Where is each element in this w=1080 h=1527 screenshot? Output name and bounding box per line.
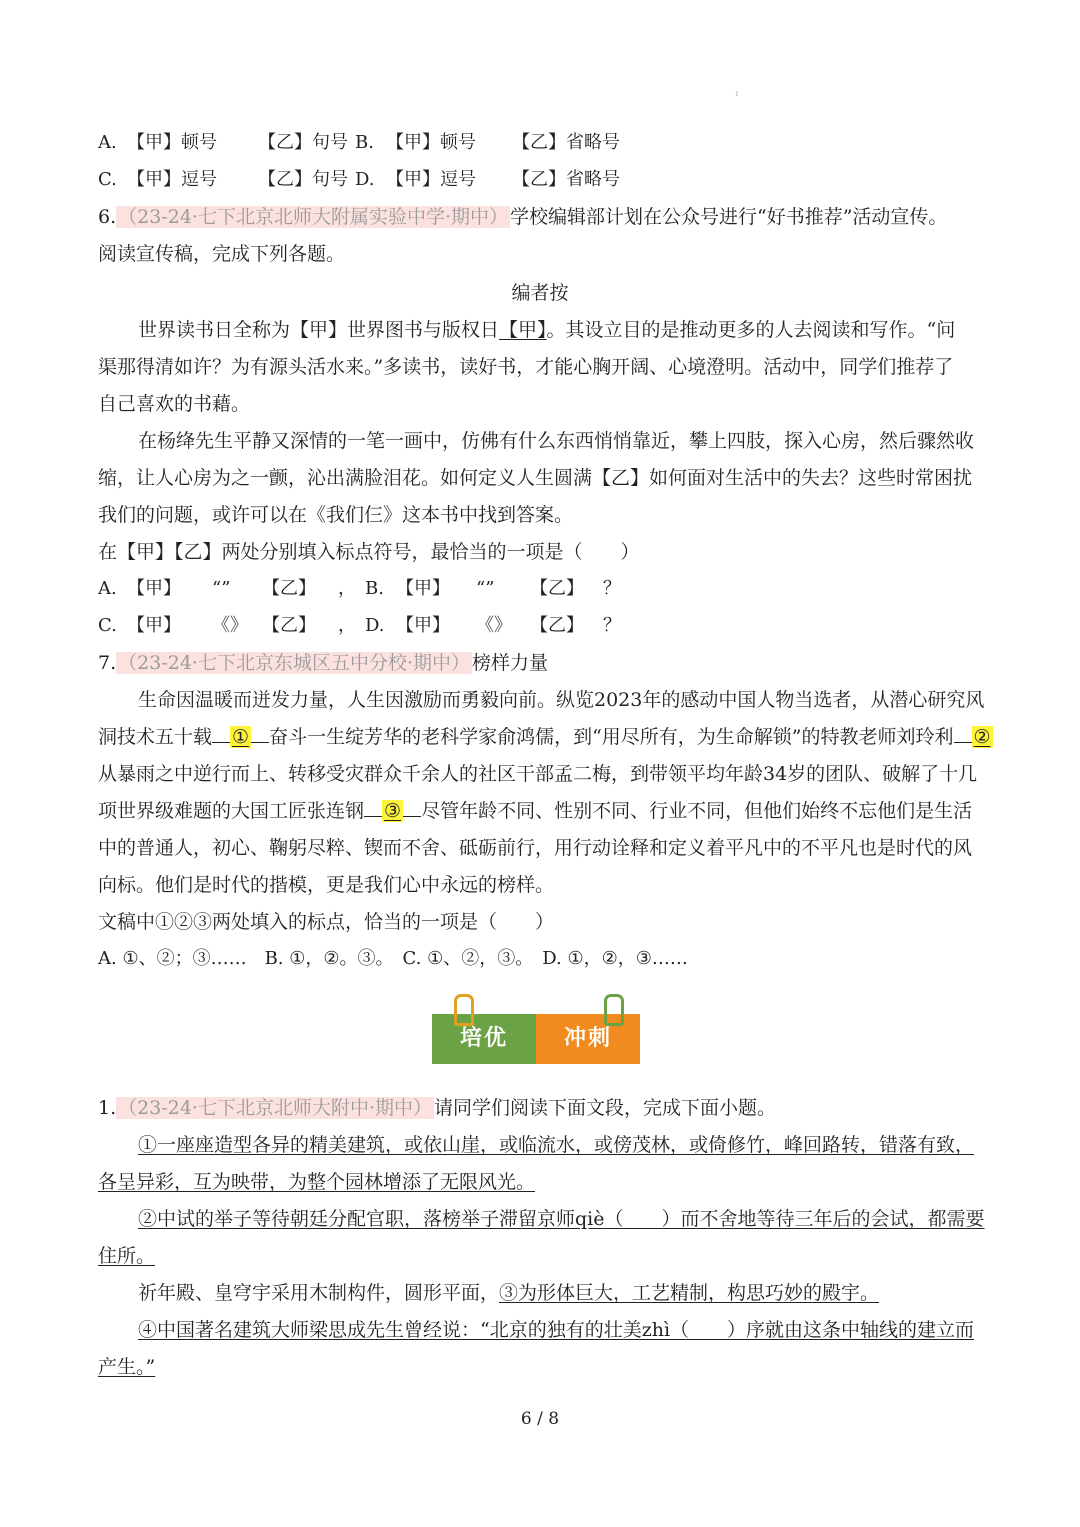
q6-para1-text-b: 。其设立目的是推动更多的人去阅读和写作。“问 <box>546 319 956 341</box>
q6-para1-text-a: 世界读书日全称为【甲】世界图书与版权日 <box>138 319 500 341</box>
q7-line3: 从暴雨之中逆行而上、转移受灾群众千余人的社区干部孟二梅，到带领平均年龄34岁的团队、破解了十几 <box>98 763 978 785</box>
p1-sentence3-text-b: ③为形体巨大，工艺精制，构思巧妙的殿宇。 <box>499 1282 880 1304</box>
q5-option-d-jia: 【甲】逗号 <box>386 169 476 190</box>
q7-line1: 生命因温暖而迸发力量，人生因激励而勇毅向前。纵览2023年的感动中国人物当选者，从潜心研究风 <box>138 689 985 711</box>
q7-line4 <box>98 798 972 824</box>
q6-option-c-yi-value: ， <box>338 615 356 636</box>
p1-sentence4-line2: 产生。” <box>98 1356 156 1378</box>
q6-option-c-yi: 【乙】 <box>262 615 316 636</box>
q6-intro-1: 学校编辑部计划在公众号进行“好书推荐”活动宣传。 <box>510 206 948 228</box>
p1-source-tag: （23-24·七下北京北师大附中·期中） <box>118 1097 432 1119</box>
q6-para1-line2: 渠那得清如许？为有源头活水来。”多读书，读好书，才能心胸开阔、心境澄明。活动中，同学们推荐了 <box>98 356 954 378</box>
q5-option-a-yi: 【乙】句号 <box>258 132 348 153</box>
q7-line2-text-b: 奋斗一生绽芳华的老科学家俞鸿儒，到“用尽所有，为生命解锁”的特教老师刘玲利 <box>269 726 954 748</box>
q6-option-d-jia: 【甲】 <box>396 615 450 636</box>
p1-sentence3-text-a: 祈年殿、皇穹宇采用木制构件，圆形平面， <box>138 1282 500 1304</box>
p1-sentence1-line1: ①一座座造型各异的精美建筑，或依山崖，或临流水，或傍茂林，或倚修竹，峰回路转，错落有致， <box>138 1134 975 1156</box>
page-number: 6 / 8 <box>520 1409 560 1429</box>
q7-blank-1-trail <box>251 724 269 743</box>
q5-option-d-yi: 【乙】省略号 <box>512 169 620 190</box>
q6-question: 在【甲】【乙】两处分别填入标点符号，最恰当的一项是（ ） <box>98 541 640 563</box>
p1-sentence2-line2: 住所。 <box>98 1245 156 1267</box>
q7-line4-text-a: 项世界级难题的大国工匠张连钢 <box>98 800 365 822</box>
q6-para1-line3: 自己喜欢的书藉。 <box>98 393 251 415</box>
q5-option-d-label: D. <box>355 169 375 190</box>
q6-option-d-yi-value: ？ <box>603 615 621 636</box>
q7-blank-3-lead <box>364 798 382 817</box>
q5-option-b-yi: 【乙】省略号 <box>512 132 620 153</box>
q6-blank-jia: 【甲】 <box>499 319 547 341</box>
q6-option-b-label: B. <box>365 578 384 599</box>
p1-number: 1. <box>98 1097 117 1119</box>
q7-blank-3-trail <box>403 798 421 817</box>
q5-option-b-label: B. <box>355 132 374 153</box>
p1-sentence1-line2: 各呈异彩，互为映带，为整个园林增添了无限风光。 <box>98 1171 536 1193</box>
q6-source-tag: （23-24·七下北京北师大附属实验中学·期中） <box>118 206 508 228</box>
q6-option-a-yi-value: ， <box>338 578 356 599</box>
q7-header <box>98 650 548 676</box>
binder-clip-left-icon <box>454 994 474 1026</box>
q7-source-tag: （23-24·七下北京东城区五中分校·期中） <box>118 652 470 674</box>
q6-option-d-yi: 【乙】 <box>530 615 584 636</box>
q5-option-c-label: C. <box>98 169 117 190</box>
banner-right-label: 冲刺 <box>536 1014 640 1064</box>
q6-option-a-jia-value: “” <box>212 578 231 599</box>
q7-blank-3: ③ <box>384 800 402 822</box>
q7-line4-text-b: 尽管年龄不同、性别不同、行业不同，但他们始终不忘他们是生活 <box>421 800 973 822</box>
q6-option-b-jia-value: “” <box>476 578 495 599</box>
q7-blank-1-lead <box>212 724 230 743</box>
q6-option-a-jia: 【甲】 <box>127 578 181 599</box>
q5-option-b-jia: 【甲】顿号 <box>386 132 476 153</box>
q6-option-a-yi: 【乙】 <box>262 578 316 599</box>
q6-para2-line2: 缩，让人心房为之一颤，沁出满脸泪花。如何定义人生圆满【乙】如何面对生活中的失去？这些时常困扰 <box>98 467 973 489</box>
binder-clip-right-icon <box>604 994 624 1026</box>
section-banner <box>432 1014 640 1064</box>
p1-sentence4-line1: ④中国著名建筑大师梁思成先生曾经说：“北京的独有的壮美zhì（ ）序就由这条中轴线的建立而 <box>138 1319 975 1341</box>
q6-option-c-jia: 【甲】 <box>127 615 181 636</box>
q6-para2-line3: 我们的问题，或许可以在《我们仨》这本书中找到答案。 <box>98 504 574 526</box>
p1-sentence3 <box>138 1280 879 1306</box>
q6-intro-2: 阅读宣传稿，完成下列各题。 <box>98 243 346 265</box>
p1-intro: 请同学们阅读下面文段，完成下面小题。 <box>434 1097 777 1119</box>
q5-option-c-jia: 【甲】逗号 <box>127 169 217 190</box>
q7-line2-text-a: 洞技术五十载 <box>98 726 213 748</box>
q7-blank-1: ① <box>232 726 250 748</box>
p1-header <box>98 1095 776 1121</box>
q7-number: 7. <box>98 652 117 674</box>
q6-option-b-yi-value: ？ <box>603 578 621 599</box>
q6-option-b-yi: 【乙】 <box>530 578 584 599</box>
p1-sentence2-line1: ②中试的举子等待朝廷分配官职，落榜举子滞留京师qiè（ ）而不舍地等待三年后的会试，都需要 <box>138 1208 985 1230</box>
q6-para2-line1: 在杨绛先生平静又深情的一笔一画中，仿佛有什么东西悄悄靠近，攀上四肢，探入心房，然后骤然收 <box>138 430 975 452</box>
q5-option-a-label: A. <box>98 132 117 153</box>
q6-option-b-jia: 【甲】 <box>396 578 450 599</box>
q7-question: 文稿中①②③两处填入的标点，恰当的一项是（ ） <box>98 911 555 933</box>
q5-option-c-yi: 【乙】句号 <box>258 169 348 190</box>
q6-para1-line1 <box>138 317 955 343</box>
q7-blank-2: ② <box>973 726 991 748</box>
q6-option-c-label: C. <box>98 615 117 636</box>
q7-blank-2-lead <box>954 724 972 743</box>
q5-option-a-jia: 【甲】顿号 <box>127 132 217 153</box>
q7-line6: 向标。他们是时代的揩模，更是我们心中永远的榜样。 <box>98 874 555 896</box>
banner-left-label: 培优 <box>432 1014 536 1064</box>
q6-option-d-jia-value: 《》 <box>476 615 512 636</box>
q6-option-c-jia-value: 《》 <box>212 615 248 636</box>
q7-title: 榜样力量 <box>472 652 549 674</box>
q6-option-a-label: A. <box>98 578 117 599</box>
q6-option-d-label: D. <box>365 615 385 636</box>
q6-header <box>98 204 947 230</box>
q7-line5: 中的普通人，初心、鞠躬尽粹、锲而不舍、砥砺前行，用行动诠释和定义着平凡中的不平凡也是时代的风 <box>98 837 973 859</box>
gutter-mark: 1 <box>735 91 739 98</box>
q7-options: A. ①、②；③…… B. ①，②。③。 C. ①、②，③。 D. ①，②，③…… <box>98 948 688 969</box>
q6-number: 6. <box>98 206 117 228</box>
q6-heading: 编者按 <box>511 282 569 304</box>
q7-line2 <box>98 724 993 750</box>
